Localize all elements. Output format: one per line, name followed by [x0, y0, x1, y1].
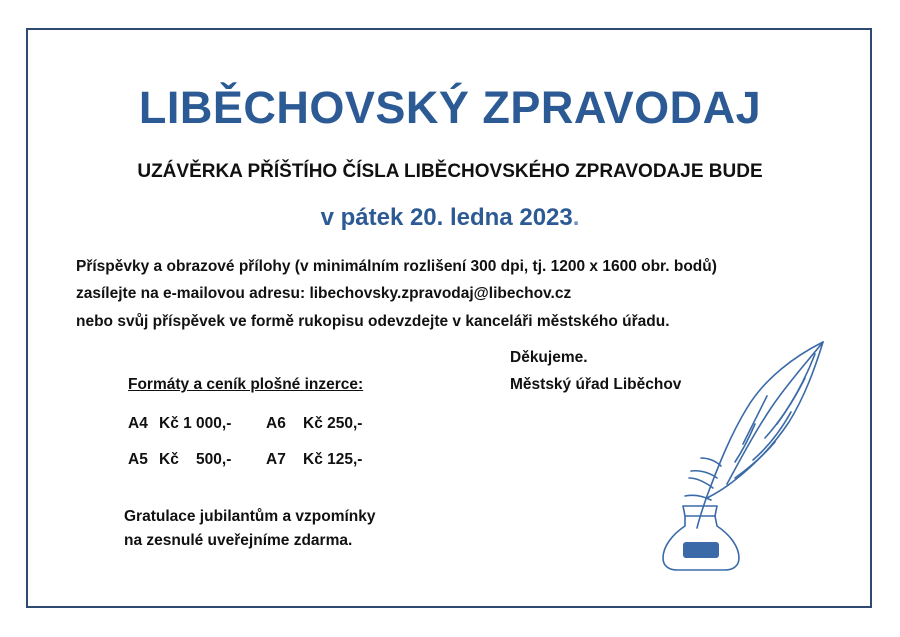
signature: Městský úřad Liběchov: [510, 376, 682, 393]
note-line-2: na zesnulé uveřejníme zdarma.: [124, 532, 353, 549]
body-line-3: nebo svůj příspěvek ve formě rukopisu odevzdejte v kanceláři městského úřadu.: [76, 313, 670, 330]
price-value: Kč 1 000,-: [159, 415, 232, 432]
body-line-1: Příspěvky a obrazové přílohy (v minimálním rozlišení 300 dpi, tj. 1200 x 1600 obr. bodů): [76, 258, 717, 275]
deadline-announcement: UZÁVĚRKA PŘÍŠTÍHO ČÍSLA LIBĚCHOVSKÉHO ZPRAVODAJE BUDE: [137, 161, 763, 182]
quill-and-inkwell-icon: [655, 338, 835, 573]
deadline-date: [0, 204, 900, 232]
price-size: A7: [266, 451, 286, 468]
price-value: Kč 125,-: [303, 451, 363, 468]
price-size: A4: [128, 415, 148, 432]
formats-heading: Formáty a ceník plošné inzerce:: [128, 376, 364, 393]
price-size: A5: [128, 451, 148, 468]
body-line-2: zasílejte na e-mailovou adresu: libechovsky.zpravodaj@libechov.cz: [76, 285, 572, 302]
note-line-1: Gratulace jubilantům a vzpomínky: [124, 508, 376, 525]
page-title: LIBĚCHOVSKÝ ZPRAVODAJ: [138, 82, 762, 133]
price-value: Kč 500,-: [159, 451, 232, 468]
deadline-date-text: v pátek 20. ledna 2023: [320, 204, 573, 231]
thanks-text: Děkujeme.: [510, 349, 588, 366]
price-size: A6: [266, 415, 286, 432]
deadline-dot: .: [572, 204, 580, 231]
price-value: Kč 250,-: [303, 415, 363, 432]
